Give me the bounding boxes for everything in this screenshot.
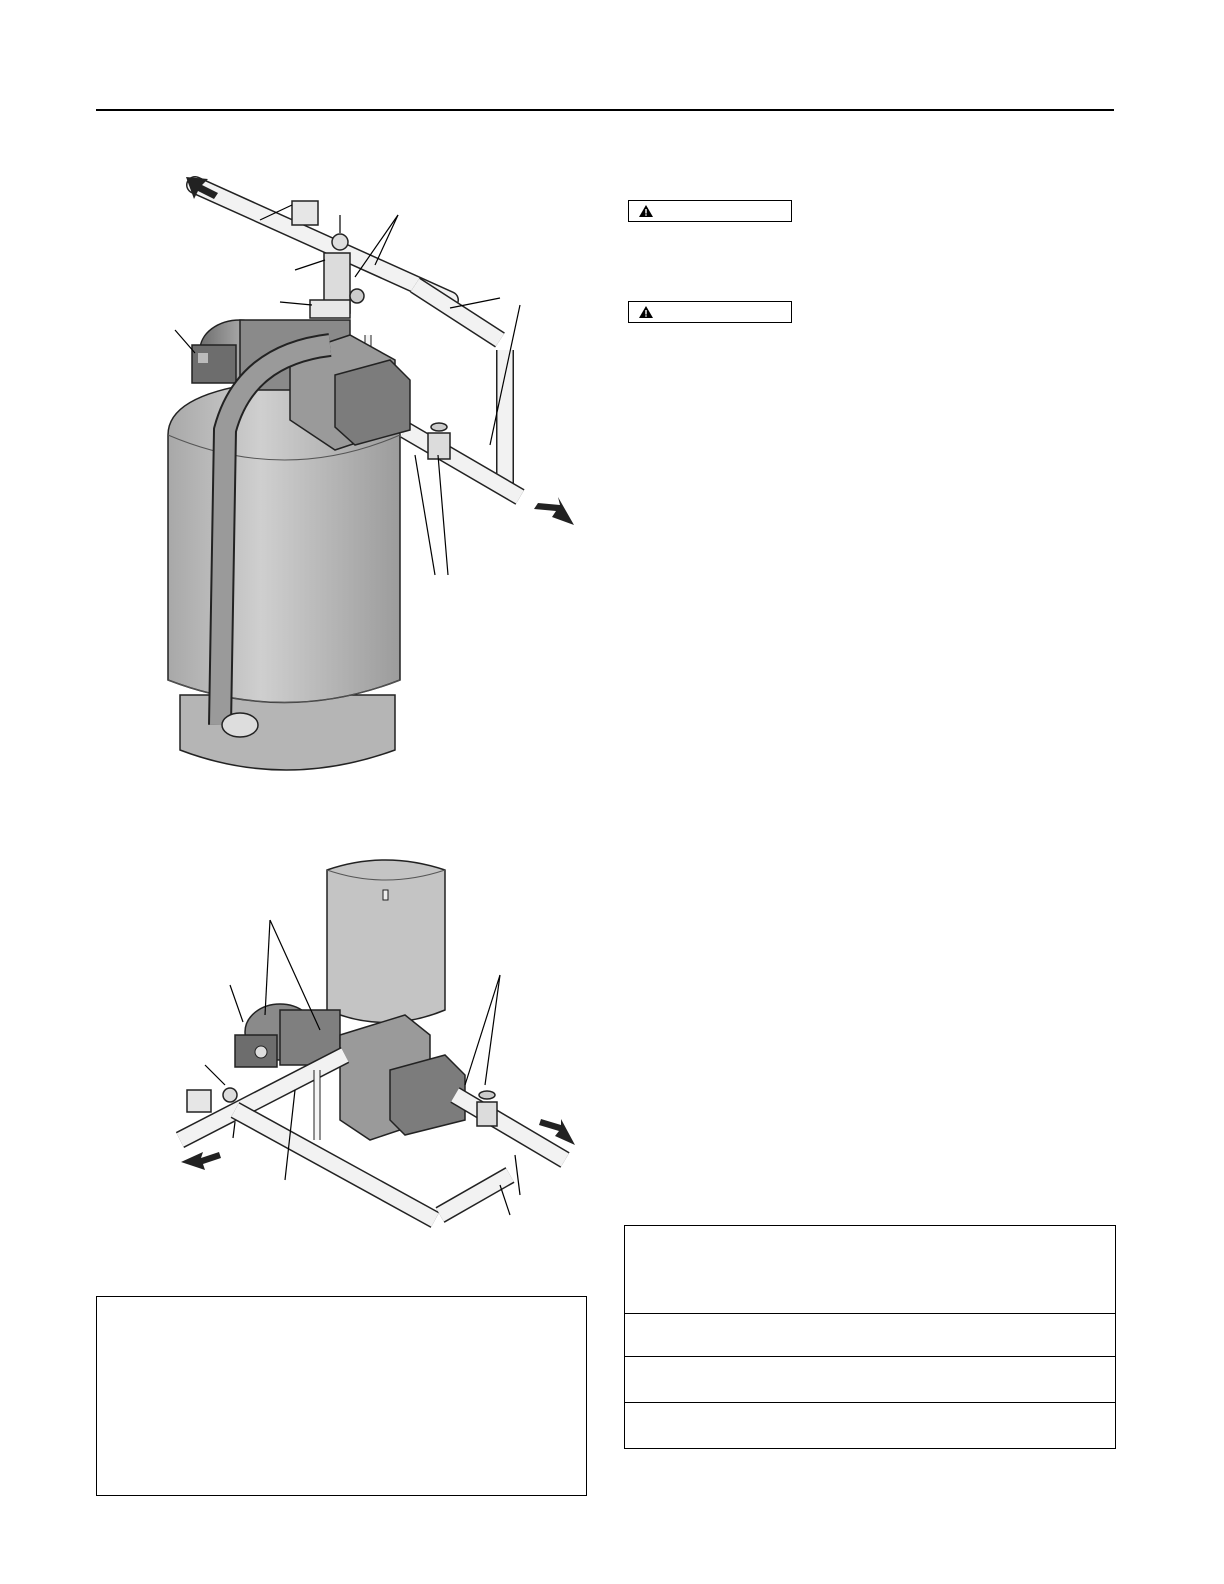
notes-box bbox=[96, 1296, 587, 1496]
table-row bbox=[625, 1356, 1115, 1357]
arrow-out-icon bbox=[181, 1152, 221, 1170]
pump-housing bbox=[340, 1015, 465, 1140]
table-row bbox=[625, 1313, 1115, 1314]
warning-triangle-icon bbox=[639, 205, 653, 217]
gauge-icon bbox=[332, 234, 348, 250]
pressure-switch bbox=[192, 345, 236, 383]
table-row bbox=[625, 1402, 1115, 1403]
gate-valve bbox=[477, 1091, 497, 1126]
suction-pipe-loop bbox=[405, 285, 520, 497]
warning-triangle-icon bbox=[639, 306, 653, 318]
pressure-switch-small bbox=[187, 1090, 211, 1112]
outlet-pipe bbox=[195, 185, 450, 300]
arrow-in-icon bbox=[534, 497, 574, 525]
figure-horizontal-installation bbox=[165, 840, 585, 1240]
pressure-switch-small bbox=[292, 201, 318, 225]
spec-table bbox=[624, 1225, 1116, 1449]
gauge-icon bbox=[223, 1088, 237, 1102]
warning-box-1 bbox=[628, 200, 792, 222]
warning-box-2 bbox=[628, 301, 792, 323]
gate-valve bbox=[428, 423, 450, 459]
small-pressure-tank bbox=[327, 860, 445, 1023]
figure-vertical-tank-installation bbox=[150, 165, 590, 785]
header-rule bbox=[96, 109, 1114, 111]
